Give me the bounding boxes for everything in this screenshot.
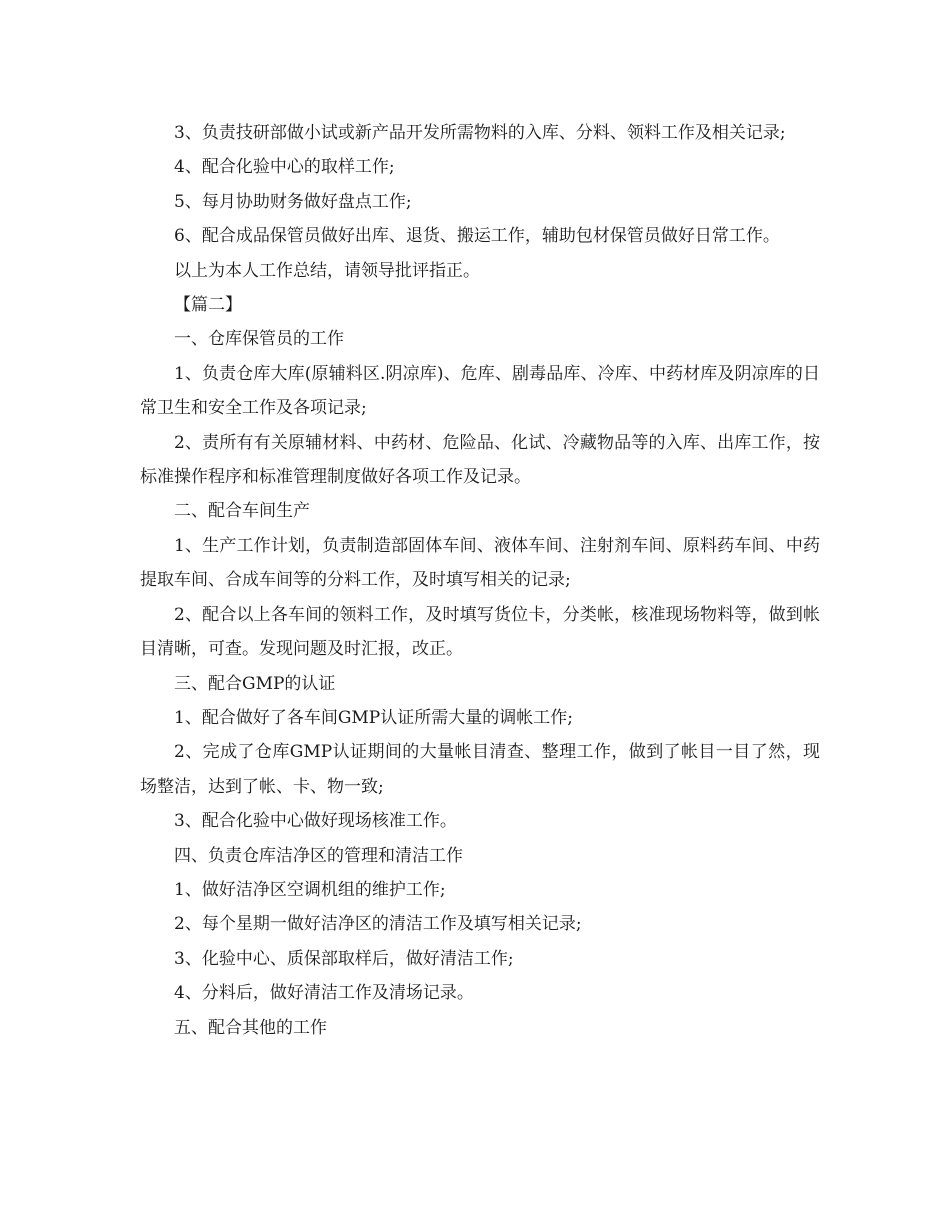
paragraph: 2、配合以上各车间的领料工作，及时填写货位卡，分类帐，核准现场物料等，做到帐目清晰，可查。发现问题及时汇报，改正。 — [140, 604, 820, 660]
section-heading: 【篇二】 — [174, 295, 242, 316]
paragraph: 1、生产工作计划，负责制造部固体车间、液体车间、注射剂车间、原料药车间、中药提取车间、合成车间等的分料工作，及时填写相关的记录; — [140, 535, 820, 591]
section-heading: 五、配合其他的工作 — [174, 1017, 327, 1038]
paragraph: 2、每个星期一做好洁净区的清洁工作及填写相关记录; — [174, 914, 582, 935]
section-heading: 一、仓库保管员的工作 — [174, 329, 344, 350]
paragraph: 4、分料后，做好清洁工作及清场记录。 — [174, 983, 474, 1004]
paragraph: 3、负责技研部做小试或新产品开发所需物料的入库、分料、领料工作及相关记录; — [174, 123, 786, 143]
section-heading: 四、负责仓库洁净区的管理和清洁工作 — [174, 845, 463, 866]
section-heading: 二、配合车间生产 — [174, 501, 310, 522]
document-body — [140, 116, 820, 1045]
paragraph: 3、配合化验中心做好现场核准工作。 — [174, 811, 457, 832]
section-heading: 三、配合GMP的认证 — [174, 673, 336, 694]
paragraph: 3、化验中心、质保部取样后，做好清洁工作; — [174, 948, 514, 969]
paragraph: 1、负责仓库大库(原辅料区.阴凉库)、危库、剧毒品库、冷库、中药材库及阴凉库的日常卫生和安全工作及各项记录; — [140, 363, 820, 419]
paragraph: 4、配合化验中心的取样工作; — [174, 157, 395, 178]
paragraph: 以上为本人工作总结，请领导批评指正。 — [174, 260, 480, 281]
paragraph: 2、责所有有关原辅材料、中药材、危险品、化试、冷藏物品等的入库、出库工作，按标准操作程序和标准管理制度做好各项工作及记录。 — [140, 432, 820, 488]
paragraph: 1、配合做好了各车间GMP认证所需大量的调帐工作; — [174, 707, 573, 728]
paragraph: 6、配合成品保管员做好出库、退货、搬运工作，辅助包材保管员做好日常工作。 — [174, 226, 780, 247]
paragraph: 2、完成了仓库GMP认证期间的大量帐目清查、整理工作，做到了帐目一目了然，现场整洁，达到了帐、卡、物一致; — [140, 742, 820, 797]
paragraph: 5、每月协助财务做好盘点工作; — [174, 191, 412, 212]
paragraph: 1、做好洁净区空调机组的维护工作; — [174, 879, 446, 900]
